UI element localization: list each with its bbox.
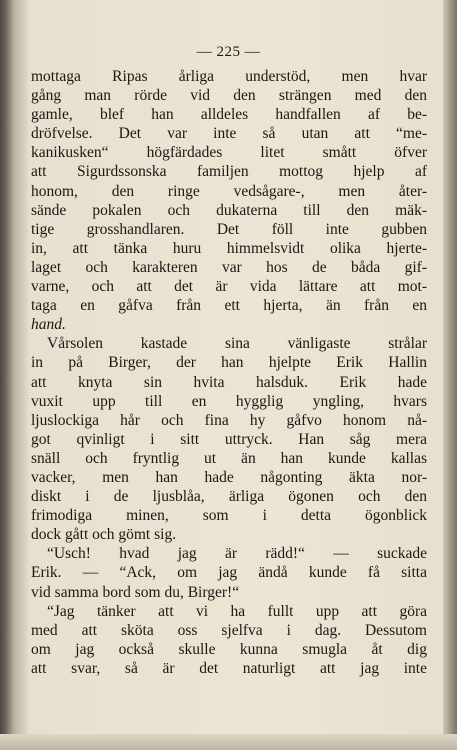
text-line: vacker, men han hade någonting äkta nor- [31,468,427,486]
page-number: — 225 — [196,44,261,60]
text-line: diskt i de ljusblåa, ärliga ögonen och den [31,488,427,506]
text-line: sände pokalen och dukaterna till den mäk- [31,201,427,219]
text-line: att Sigurdssonska familjen mottog hjelp af [31,163,427,181]
text-line: tige grosshandlaren. Det föll inte gubben [31,220,427,238]
body-text [31,67,427,678]
text-line: ljuslockiga hår och fina hy gåfvo honom nå- [31,411,427,429]
text-line: vid samma bord som du, Birger!“ [31,583,240,601]
text-line: med att sköta oss sjelfva i dag. Dessutom [31,621,427,639]
text-line: “Usch! hvad jag är rädd!“ — suckade [47,545,427,563]
text-line: dock gått och gömt sig. [31,526,177,544]
page-edge-bottom [0,734,457,750]
text-line: honom, den ringe vedsågare-, men åter- [31,182,427,200]
text-line: in på Birger, der han hjelpte Erik Hallin [31,354,427,372]
text-line: gamle, blef han alldeles handfallen af be- [31,106,427,124]
text-line: got qvinligt i sitt uttryck. Han såg mera [31,430,427,448]
text-line: Erik. — “Ack, om jag ändå kunde få sitta [31,564,427,582]
page-edge-right [443,0,457,750]
text-line: snäll och fryntlig ut än han kunde kallas [31,449,427,467]
text-line: gång man rörde vid den strängen med den [31,87,427,105]
text-line: att svar, så är det naturligt att jag inte [31,659,427,677]
text-line: laget och karakteren var hos de båda gif- [31,258,427,276]
text-line: in, att tänka huru himmelsvidt olika hjerte- [31,239,427,257]
text-line: vuxit upp till en hygglig yngling, hvars [31,392,427,410]
text-line: taga en gåfva från ett hjerta, än från en [31,297,427,315]
text-line: varne, och att det är vida lättare att mot- [31,278,427,296]
text-line: mottaga Ripas årliga understöd, men hvar [31,68,427,85]
text-line: att knyta sin hvita halsduk. Erik hade [31,373,427,391]
text-line: dröfvelse. Det var inte så utan att “me- [31,125,427,143]
text-line: “Jag tänker att vi ha fullt upp att göra [47,602,427,620]
text-line: hand. [31,316,66,334]
text-line: om jag också skulle kunna smugla åt dig [31,640,427,658]
text-line: kanikusken“ högfärdades litet smått öfver [31,144,427,162]
text-line: Vårsolen kastade sina vänligaste strålar [47,335,427,353]
text-line: frimodiga minen, som i detta ögonblick [31,507,427,525]
